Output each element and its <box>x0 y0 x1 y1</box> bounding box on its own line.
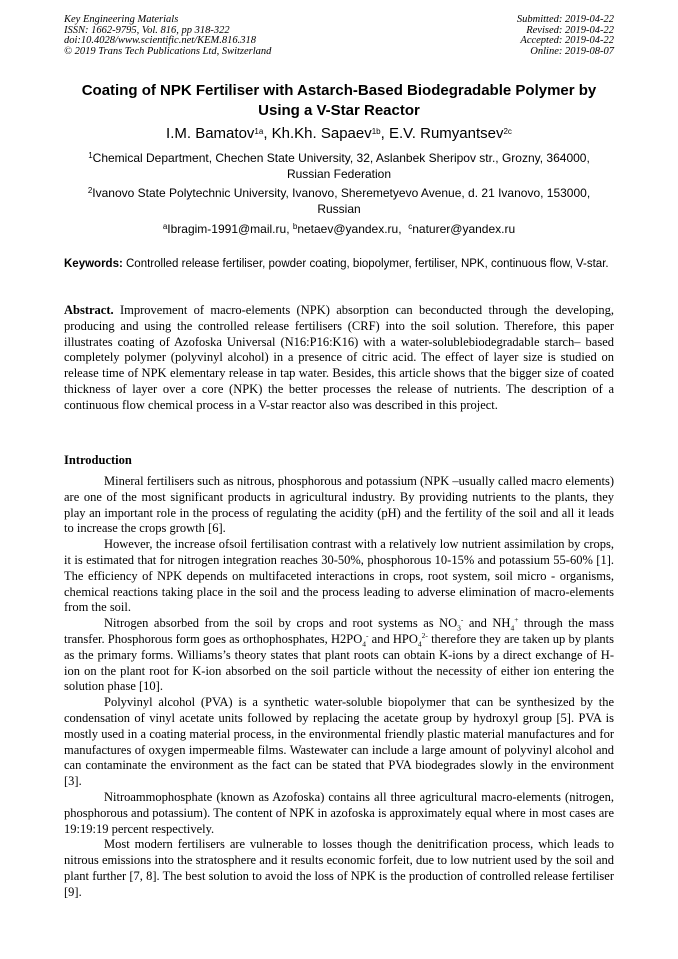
keywords-label: Keywords: <box>64 258 123 270</box>
author-affiliation-mark: 1a <box>254 127 264 136</box>
subscript: 4 <box>510 623 515 633</box>
abstract-text: Improvement of macro-elements (NPK) absorption can beconducted through the developing, producing and using the controlled release fertilisers (CRF) into the soil solution. Therefore, this paper illustrates coating of Azofoska Universal (N16:P16:K16) with a water-solublebiodegradable starch– based completely polymer (polyvinyl alcohol) in a presence of citric acid. The effect of layer size is studied on release time of NPK elementary release in tap water. Besides, this article shows that the bigger size of coated thickness of layer over a core (NPK) the better processes the release of nutrients. The description of a continuous flow chemical process in a V-star reactor also was described in this project. <box>64 303 615 412</box>
email-list: $^a$Ibragim-1991@mail.ru, $^b$netaev@yandex.ru, $^c$naturer@yandex.ru <box>162 222 516 236</box>
submission-dates <box>517 15 614 57</box>
email-mark: a <box>162 222 168 231</box>
journal-copyright: © 2019 Trans Tech Publications Ltd, Switzerland <box>64 45 272 57</box>
affiliation <box>70 185 608 217</box>
journal-doi: doi:10.4028/www.scientific.net/KEM.816.318 <box>64 35 256 47</box>
introduction-body <box>64 474 614 901</box>
text-run: through the mass transfer. Phosphorous form goes as orthophosphates, H2PO <box>64 616 614 646</box>
paragraph: Polyvinyl alcohol (PVA) is a synthetic water-soluble biopolymer that can be synthesized by the condensation of vinyl acetate units followed by replacing the acetate group by hydroxyl group [5]. PVA is mostly used in a coating material process, in the environmental friendly plastic material manufactures and for manufactures of oxygen impermeable films. Wastewater can include a large amount of polyvinyl alcohol and can contaminate the environment as the fact can be stated that PVA biodegrades slowly in the environment [3]. <box>64 695 614 789</box>
superscript: - <box>365 630 369 640</box>
author-name: I.M. Bamatov <box>166 125 255 142</box>
paragraph: Nitroammophosphate (known as Azofoska) contains all three agricultural macro-elements (nitrogen, phosphorous and potassium). The content of NPK in azofoska is approximately equal where in most cases are 19:19:19 percent respectively. <box>64 789 614 836</box>
superscript: 2- <box>421 630 428 640</box>
subscript: 3 <box>457 623 461 633</box>
journal-issn: ISSN: 1662-9795, Vol. 816, pp 318-322 <box>64 24 230 36</box>
author-name: E.V. Rumyantsev <box>388 125 504 142</box>
journal-name: Key Engineering Materials <box>64 14 179 25</box>
text-run: and NH <box>463 616 511 631</box>
subscript: 4 <box>417 639 422 649</box>
paragraph: However, the increase ofsoil fertilisation contrast with a relatively low nutrient assimilation by crops, it is estimated that for nitrogen integration reaches 30-50%, phosphorous 10-15% and potassium 55-60% [1]. The efficiency of NPK depends on multifaceted interactions in crops, root system, soil micro - organisms, chemical reactions taking place in the soil and the process leading to adverse elimination of macro-elements from the soil. <box>64 537 614 615</box>
date-online: Online: 2019-08-07 <box>530 45 614 57</box>
subscript: 4 <box>362 639 366 649</box>
author-affiliation-mark: 2c <box>503 127 512 136</box>
text-run: therefore they are taken up by plants as the primary forms. Williams’s theory states that plant roots can obtain K-ions by a direct exchange of H-ion on the plant root for K-ion absorbed on the soil particle without the necessity of either ion entering the solution phase [10]. <box>64 631 614 694</box>
text-run: and HPO <box>368 631 418 646</box>
affiliation-text: Chemical Department, Chechen State University, 32, Aslanbek Sheripov str., Grozny, 364000, Russian Federation <box>92 151 590 181</box>
journal-info <box>64 15 271 57</box>
affiliation <box>70 150 608 182</box>
author-list: I.M. Bamatov$^{1a}$, Kh.Kh. Sapaev$^{1b}$, E.V. Rumyantsev$^{2c}$ <box>166 125 512 142</box>
email-mark: c <box>408 222 413 231</box>
date-revised: Revised: 2019-04-22 <box>526 24 614 36</box>
email-address[interactable]: netaev@yandex.ru <box>297 222 399 236</box>
abstract <box>64 303 614 414</box>
email-mark: b <box>292 222 298 231</box>
superscript: - <box>460 615 464 625</box>
superscript: + <box>514 615 519 625</box>
author-affiliation-mark: 1b <box>371 127 381 136</box>
text-run: Nitrogen absorbed from the soil by crops and root systems as NO <box>104 616 458 631</box>
affiliation-text: Ivanovo State Polytechnic University, Ivanovo, Sheremetyevo Avenue, d. 21 Ivanovo, 153000, Russian <box>92 186 591 216</box>
paragraph <box>64 616 614 695</box>
date-submitted: Submitted: 2019-04-22 <box>516 14 614 25</box>
email-address[interactable]: naturer@yandex.ru <box>412 222 516 236</box>
paragraph: Mineral fertilisers such as nitrous, phosphorous and potassium (NPK –usually called macro elements) are one of the most significant products in agricultural industry. By providing nutrients to the plants, they play an important role in the process of regulating the acidity (pH) and the fertility of the soil and all it leads to increase the crops growth [6]. <box>64 474 614 536</box>
paragraph: Most modern fertilisers are vulnerable to losses though the denitrification process, which leads to nitrous emissions into the stratosphere and it results economic forfeit, due to low nutrient used by the soil and plant further [7, 8]. The best solution to avoid the loss of NPK is the production of controlled release fertiliser [9]. <box>64 837 614 899</box>
section-heading-introduction: Introduction <box>64 453 132 467</box>
paper-title: Coating of NPK Fertiliser with Astarch-Based Biodegradable Polymer by Using a V-Star Reactor <box>81 82 597 119</box>
keywords-text: Controlled release fertiliser, powder coating, biopolymer, fertiliser, NPK, continuous flow, V-star. <box>126 258 609 270</box>
affiliation-mark: 2 <box>87 186 93 195</box>
affiliation-mark: 1 <box>88 151 93 160</box>
email-address[interactable]: Ibragim-1991@mail.ru <box>167 222 287 236</box>
author-name: Kh.Kh. Sapaev <box>271 125 372 142</box>
abstract-label: Abstract. <box>64 303 114 317</box>
keywords <box>64 256 614 272</box>
date-accepted: Accepted: 2019-04-22 <box>520 35 614 47</box>
